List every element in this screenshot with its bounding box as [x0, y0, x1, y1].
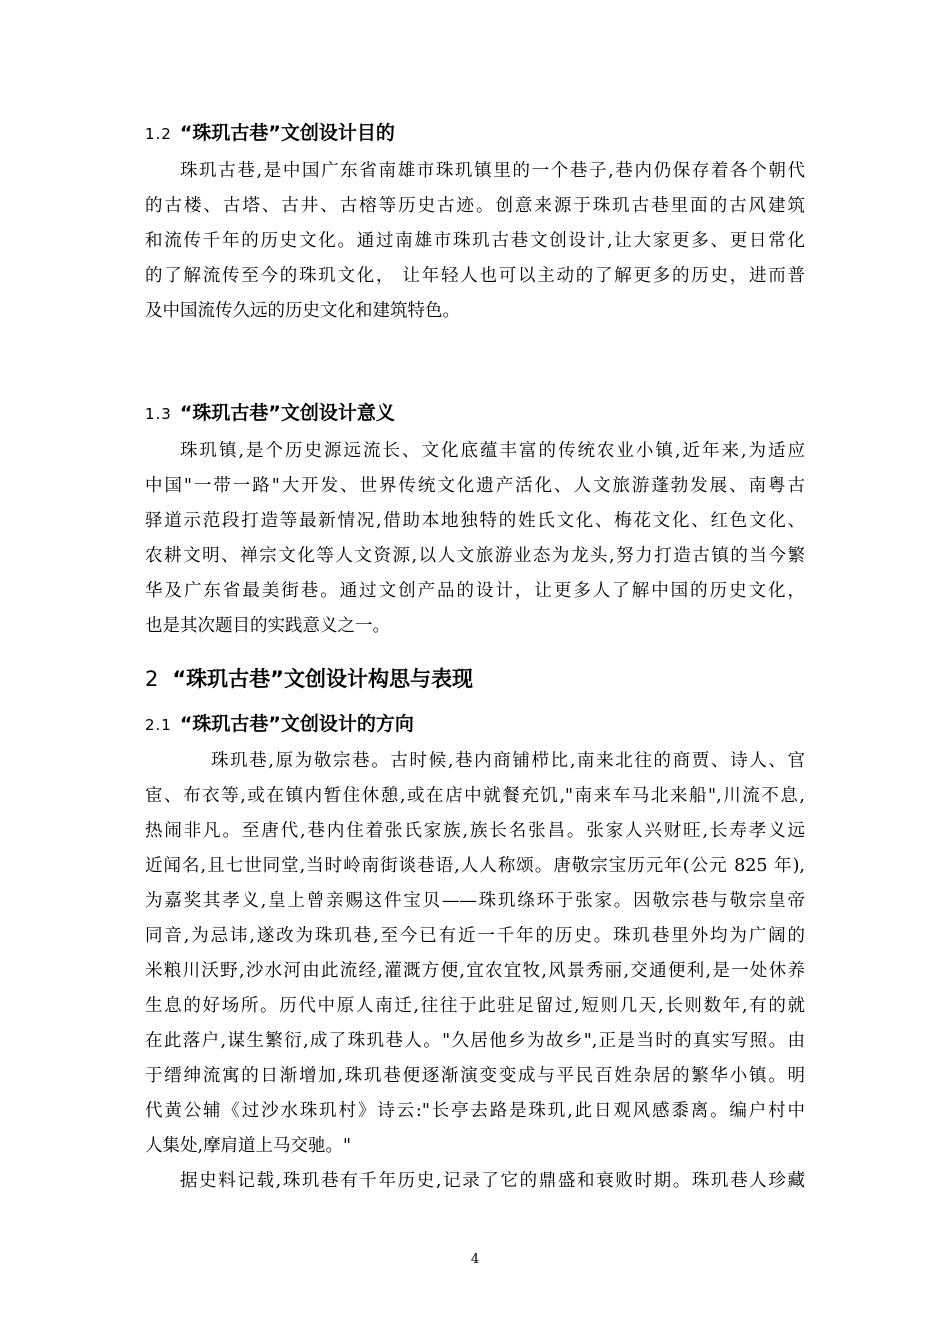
text-line: 也是其次题目的实践意义之一。 — [145, 616, 390, 636]
heading-number: 1.3 — [145, 405, 172, 423]
heading-title: “珠玑古巷”文创设计的方向 — [179, 713, 414, 735]
paragraph-significance — [145, 434, 805, 644]
text-line: 驿道示范段打造等最新情况,借助本地独特的姓氏文化、梅花文化、红色文化、 — [145, 511, 805, 531]
paragraph-purpose — [145, 154, 805, 329]
text-line: 珠玑镇,是个历史源远流长、文化底蕴丰富的传统农业小镇,近年来,为适应 — [180, 441, 805, 461]
text-line: 珠玑古巷,是中国广东省南雄市珠玑镇里的一个巷子,巷内仍保存着各个朝代 — [180, 161, 805, 181]
text-line: 宦、布衣等,或在镇内暂住休憩,或在店中就餐充饥,"南来车马北来船",川流不息, — [145, 786, 805, 806]
text-line: 农耕文明、禅宗文化等人文资源,以人文旅游业态为龙头,努力打造古镇的当今繁 — [145, 546, 805, 566]
heading-2-1 — [145, 709, 414, 736]
text-line: 珠玑巷,原为敬宗巷。古时候,巷内商铺栉比,南来北往的商贾、诗人、官 — [211, 751, 805, 771]
text-line: 和流传千年的历史文化。通过南雄市珠玑古巷文创设计,让大家更多、更日常化 — [145, 231, 805, 251]
text-line: 及中国流传久远的历史文化和建筑特色。 — [145, 301, 460, 321]
text-line: 人集处,摩肩道上马交驰。" — [145, 1136, 352, 1156]
heading-1-2 — [145, 118, 395, 145]
text-line: 为嘉奖其孝义,皇上曾亲赐这件宝贝——珠玑绦环于张家。因敬宗巷与敬宗皇帝 — [145, 891, 805, 911]
heading-title: “珠玑古巷”文创设计构思与表现 — [172, 667, 473, 691]
text-line: 生息的好场所。历代中原人南迁,往往于此驻足留过,短则几天,长则数年,有的就 — [145, 996, 805, 1016]
page-number: 4 — [470, 1252, 480, 1267]
text-line: 中国"一带一路"大开发、世界传统文化遗产活化、人文旅游蓬勃发展、南粤古 — [145, 476, 805, 496]
heading-title: “珠玑古巷”文创设计目的 — [179, 122, 395, 144]
text-line: 近闻名,且七世同堂,当时岭南街谈巷语,人人称颂。唐敬宗宝历元年(公元 825 年), — [145, 856, 805, 876]
text-line: 于缙绅流寓的日渐增加,珠玑巷便逐渐演变变成与平民百姓杂居的繁华小镇。明 — [145, 1066, 805, 1086]
heading-number: 2 — [145, 667, 159, 691]
text-line: 米粮川沃野,沙水河由此流经,灌溉方便,宜农宜牧,风景秀丽,交通便利,是一处休养 — [145, 961, 805, 981]
text-line: 热闹非凡。至唐代,巷内住着张氏家族,族长名张昌。张家人兴财旺,长寿孝义远 — [145, 821, 805, 841]
text-line: 据史料记载,珠玑巷有千年历史,记录了它的鼎盛和衰败时期。珠玑巷人珍藏 — [180, 1171, 805, 1191]
text-line: 的了解流传至今的珠玑文化， 让年轻人也可以主动的了解更多的历史，进而普 — [145, 266, 805, 286]
heading-title: “珠玑古巷”文创设计意义 — [179, 402, 395, 424]
paragraph-direction — [145, 744, 805, 1199]
heading-1-3 — [145, 398, 395, 425]
text-line: 在此落户,谋生繁衍,成了珠玑巷人。"久居他乡为故乡",正是当时的真实写照。由 — [145, 1031, 805, 1051]
text-line: 华及广东省最美街巷。通过文创产品的设计，让更多人了解中国的历史文化， — [145, 581, 805, 601]
heading-number: 2.1 — [145, 716, 172, 734]
text-line: 的古楼、古塔、古井、古榕等历史古迹。创意来源于珠玑古巷里面的古风建筑 — [145, 196, 805, 216]
text-line: 代黄公辅《过沙水珠玑村》诗云:"长亭去路是珠玑,此日观风感黍离。编户村中 — [145, 1101, 805, 1121]
text-line: 同音,为忌讳,遂改为珠玑巷,至今已有近一千年的历史。珠玑巷里外均为广阔的 — [145, 926, 805, 946]
heading-number: 1.2 — [145, 125, 172, 143]
heading-2 — [145, 663, 473, 693]
